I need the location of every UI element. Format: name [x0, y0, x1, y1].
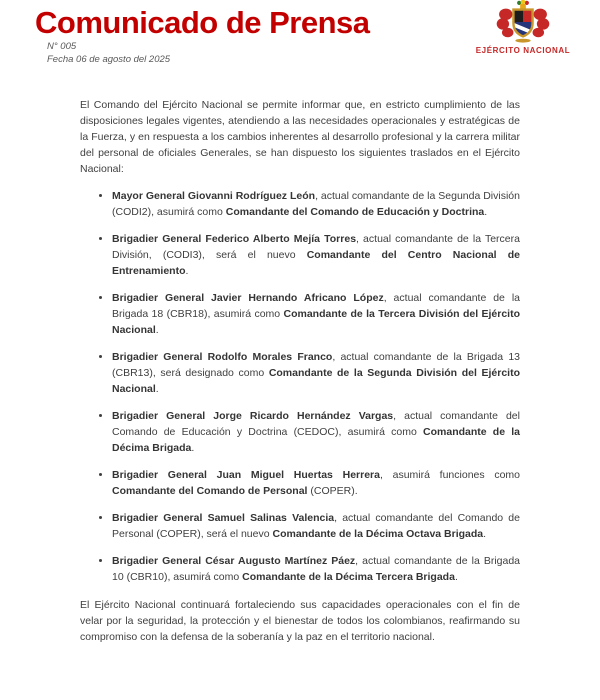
new-role: Comandante del Comando de Personal — [112, 485, 308, 497]
release-date: Fecha 06 de agosto del 2025 — [47, 54, 171, 65]
release-number: N° 005 — [47, 41, 77, 52]
new-role: Comandante de la Décima Tercera Brigada — [242, 571, 455, 583]
new-role: Comandante de la Décima Brigada — [112, 426, 521, 454]
assignment-tail: . — [155, 324, 159, 336]
assignment-tail: . — [185, 265, 189, 277]
assignment-tail: . — [484, 206, 488, 218]
new-role: Comandante del Comando de Educación y Doctrina — [225, 206, 485, 218]
list-item — [112, 510, 520, 542]
list-item — [112, 231, 520, 279]
officer-name: Brigadier General Rodolfo Morales Franco — [112, 351, 333, 363]
list-item — [112, 349, 520, 397]
assignment-tail: . — [483, 528, 487, 540]
assignment-tail: . — [191, 442, 195, 454]
officer-name: Brigadier General Javier Hernando Africano López — [112, 292, 384, 304]
new-role: Comandante de la Segunda División del Ejército Nacional — [112, 367, 520, 395]
assignment-text: , actual comandante del Comando de Personal (COPER), será el nuevo — [112, 512, 520, 540]
officer-name: Brigadier General Federico Alberto Mejía Torres — [112, 233, 357, 245]
officer-name: Brigadier General Juan Miguel Huertas Herrera — [112, 469, 380, 481]
logo-caption: EJÉRCITO NACIONAL — [475, 46, 571, 55]
officer-name: Brigadier General Samuel Salinas Valencia — [112, 512, 335, 524]
assignment-tail: . — [155, 383, 159, 395]
document-body — [80, 97, 520, 645]
list-item — [112, 553, 520, 585]
assignment-text: , actual comandante de la Brigada 13 (CBR13), será designado como — [112, 351, 520, 379]
assignment-text: , actual comandante de la Brigada 18 (CBR18), asumirá como — [112, 292, 520, 320]
army-logo — [468, 0, 578, 55]
new-role: Comandante del Centro Nacional de Entrenamiento — [112, 249, 520, 277]
assignment-text: , actual comandante del Comando de Educación y Doctrina (CEDOC), asumirá como — [112, 410, 520, 438]
list-item — [112, 290, 520, 338]
list-item — [112, 467, 520, 499]
new-role: Comandante de la Décima Octava Brigada — [272, 528, 484, 540]
transfers-list — [80, 188, 520, 585]
new-role: Comandante de la Tercera División del Ejército Nacional — [112, 308, 520, 336]
page-title: Comunicado de Prensa — [35, 5, 370, 40]
assignment-text: , asumirá funciones como — [379, 469, 521, 481]
closing-paragraph: El Ejército Nacional continuará fortaleciendo sus capacidades operacionales con el fin de velar por la seguridad, la protección y el bienestar de todos los colombianos, reafirmando su compromiso con la defensa de la soberanía y la paz en el territorio nacional. — [80, 599, 520, 643]
army-crest-icon — [494, 0, 552, 44]
intro-paragraph: El Comando del Ejército Nacional se permite informar que, en estricto cumplimiento de las disposiciones legales vigentes, atendiendo a las necesidades operacionales y estratégicas de la Fuerza, y en respuesta a los cambios inherentes al desarrollo profesional y la carrera militar del personal de oficiales Generales, se han dispuesto los siguientes traslados en el Ejército Nacional: — [80, 99, 520, 175]
list-item — [112, 188, 520, 220]
assignment-tail: . — [454, 571, 458, 583]
list-item — [112, 408, 520, 456]
officer-name: Brigadier General Jorge Ricardo Hernández Vargas — [112, 410, 394, 422]
assignment-tail: (COPER). — [307, 485, 358, 497]
assignment-text: , actual comandante de la Segunda División (CODI2), asumirá como — [112, 190, 520, 218]
officer-name: Brigadier General César Augusto Martínez Páez — [112, 555, 356, 567]
release-meta — [47, 40, 170, 66]
assignment-text: , actual comandante de la Brigada 10 (CBR10), asumirá como — [112, 555, 521, 583]
assignment-text: , actual comandante de la Tercera División, (CODI3), será el nuevo — [112, 233, 520, 261]
officer-name: Mayor General Giovanni Rodríguez León — [112, 190, 316, 202]
